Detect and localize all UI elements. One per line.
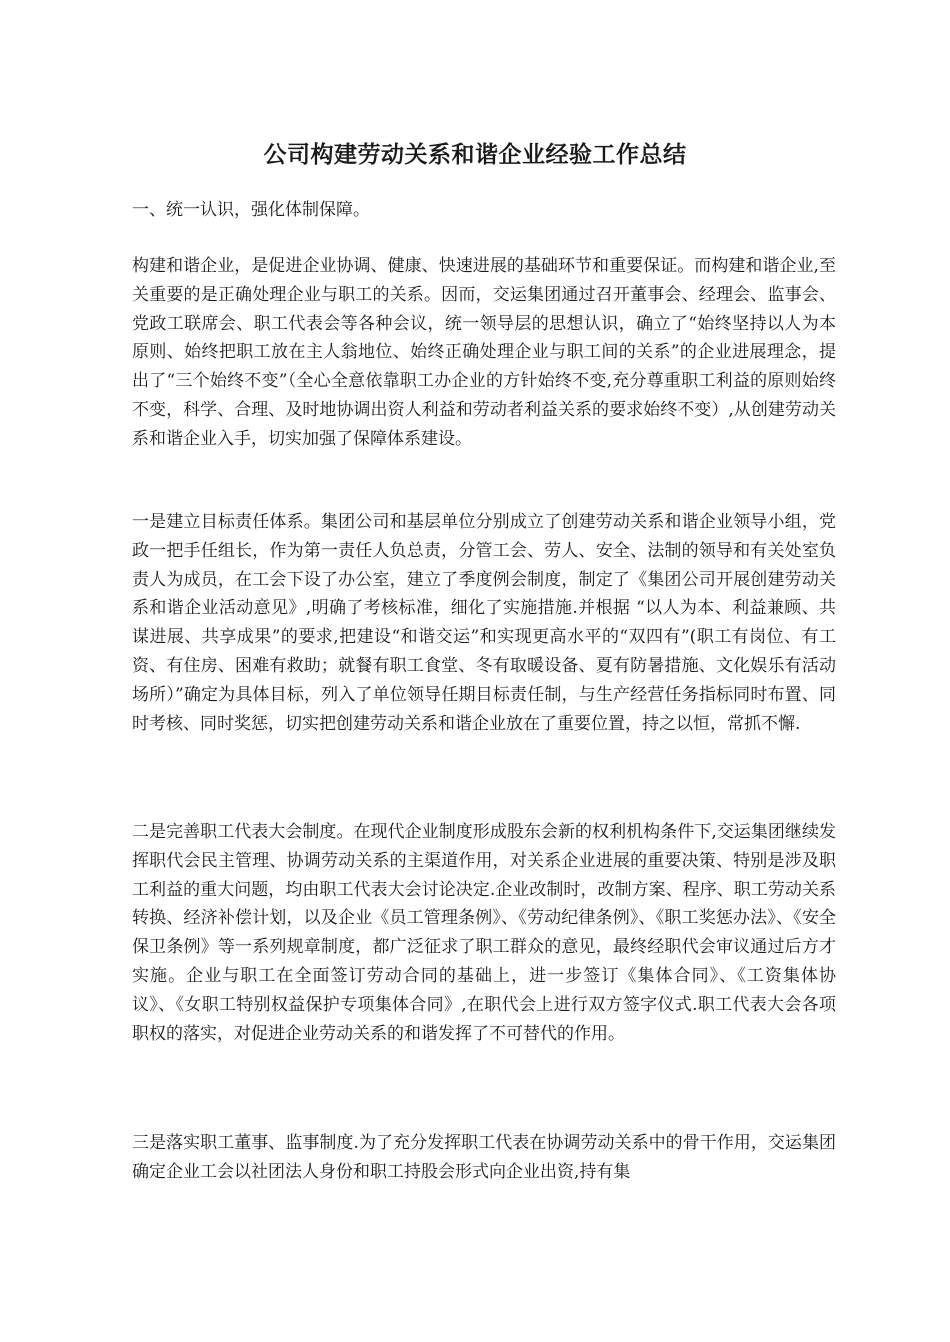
document-title: 公司构建劳动关系和谐企业经验工作总结	[263, 141, 687, 168]
section-heading: 一、统一认识，强化体制保障。	[132, 200, 370, 220]
paragraph-worker-congress: 二是完善职工代表大会制度。在现代企业制度形成股东会新的权利机构条件下,交运集团继续发挥职代会民主管理、协调劳动关系的主渠道作用，对关系企业进展的重要决策、特别是涉及职工利益的重大问题，均由职工代表大会讨论决定.企业改制时，改制方案、程序、职工劳动关系转换、经济补偿计划，以及企业《员工管理条例》、《劳动纪律条例》、《职工奖惩办法》、《安全保卫条例》等一系列规章制度，都广泛征求了职工群众的意见，最终经职代会审议通过后方才实施。企业与职工在全面签订劳动合同的基础上，进一步签订《集体合同》、《工资集体协议》、《女职工特别权益保护专项集体合同》,在职代会上进行双方签字仪式.职工代表大会各项职权的落实，对促进企业劳动关系的和谐发挥了不可替代的作用。	[132, 822, 836, 1044]
paragraph-target-responsibility: 一是建立目标责任体系。集团公司和基层单位分别成立了创建劳动关系和谐企业领导小组，党政一把手任组长，作为第一责任人负总责，分管工会、劳人、安全、法制的领导和有关处室负责人为成员，在工会下设了办公室，建立了季度例会制度，制定了《集团公司开展创建劳动关系和谐企业活动意见》,明确了考核标准，细化了实施措施.并根据 “以人为本、利益兼顾、共谋进展、共享成果”的要求,把建设“和谐交运”和实现更高水平的“双四有”(职工有岗位、有工资、有住房、困难有救助；就餐有职工食堂、冬有取暖设备、夏有防暑措施、文化娱乐有活动场所）”确定为具体目标，列入了单位领导任期目标责任制，与生产经营任务指标同时布置、同时考核、同时奖惩，切实把创建劳动关系和谐企业放在了重要位置，持之以恒，常抓不懈.	[132, 512, 836, 734]
paragraph-worker-directors: 三是落实职工董事、监事制度.为了充分发挥职工代表在协调劳动关系中的骨干作用，交运集团确定企业工会以社团法人身份和职工持股会形式向企业出资,持有集	[132, 1133, 836, 1182]
paragraph-intro: 构建和谐企业，是促进企业协调、健康、快速进展的基础环节和重要保证。而构建和谐企业,至关重要的是正确处理企业与职工的关系。因而，交运集团通过召开董事会、经理会、监事会、党政工联席会、职工代表会等各种会议，统一领导层的思想认识，确立了“始终坚持以人为本原则、始终把职工放在主人翁地位、始终正确处理企业与职工间的关系”的企业进展理念，提出了“三个始终不变”（全心全意依靠职工办企业的方针始终不变,充分尊重职工利益的原则始终不变，科学、合理、及时地协调出资人利益和劳动者利益关系的要求始终不变）,从创建劳动关系和谐企业入手，切实加强了保障体系建设。	[132, 256, 836, 449]
